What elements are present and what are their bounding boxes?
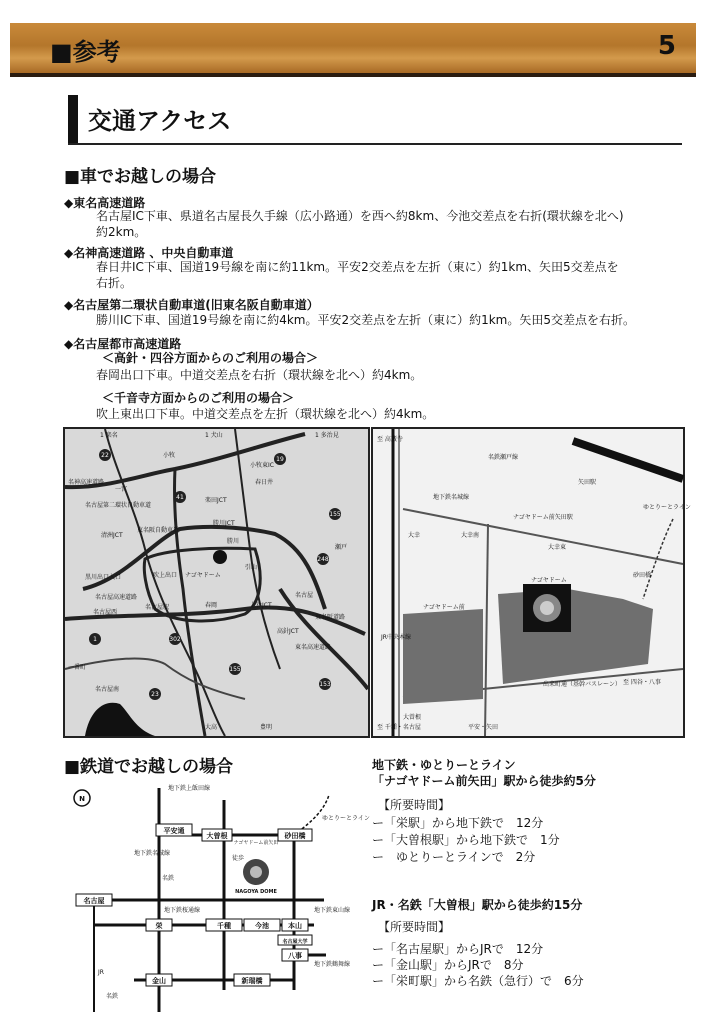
- map-label: JR中央本線: [381, 634, 411, 641]
- map-label: 1 楽名: [100, 432, 118, 439]
- map-label: ナゴヤドーム前: [423, 604, 465, 611]
- map-label: 名古屋高速道路: [95, 594, 138, 601]
- map-label: 上社JCT: [250, 602, 272, 609]
- rail-diagram: [64, 780, 370, 1012]
- map-label: 黒川出口入口: [85, 574, 122, 581]
- route-shield: 302: [169, 636, 181, 643]
- station-label: 新瑞橋: [241, 977, 263, 985]
- nagoya-dome-marker: [213, 550, 227, 564]
- route-toshi-name: ◆名古屋都市高速道路: [64, 337, 182, 351]
- map-label: 楽田JCT: [205, 497, 227, 504]
- map-label: 小牧: [163, 452, 176, 459]
- route-toshi-sub1-line: 春岡出口下車。中道交差点を右折（環状線を北へ）約4km。: [96, 368, 423, 382]
- route-tomei-name: ◆東名高速道路: [64, 196, 146, 210]
- station-label: 平安通: [163, 827, 185, 835]
- map-label: 名鉄瀬戸線: [488, 454, 519, 461]
- map-label: 1 犬山: [205, 432, 223, 439]
- station-label: 千種: [217, 922, 231, 930]
- line-label: 名鉄: [106, 993, 119, 1000]
- route-toshi-sub1-title: ＜高針・四谷方面からのご利用の場合＞: [102, 351, 319, 365]
- map-label: ゆとりーとライン: [643, 504, 691, 511]
- rail-group1-item: ー「栄駅」から地下鉄で 12分: [372, 816, 544, 830]
- title-accent-bar: [68, 95, 78, 143]
- station-label: 栄: [155, 922, 163, 930]
- map-label: 引山: [245, 564, 258, 571]
- map-label: 地下鉄名城線: [433, 494, 470, 501]
- route-shield: 1: [93, 636, 97, 643]
- section-banner: [10, 23, 696, 77]
- station-label: 本山: [288, 922, 302, 930]
- map-label: 春日井: [255, 479, 274, 486]
- line-label: 地下鉄東山線: [314, 907, 351, 914]
- map-label: 至 千種・名古屋: [377, 724, 421, 731]
- map-label: 一宮: [115, 486, 128, 493]
- regional-road-map: [63, 427, 370, 738]
- walk-label: 徒歩: [232, 855, 245, 862]
- map-label: 大曽根: [403, 714, 422, 721]
- map-label: ナゴヤドーム前矢田駅: [513, 514, 573, 521]
- rail-group2-item: ー「金山駅」からJRで 8分: [372, 958, 524, 972]
- line-label: 地下鉄桜通線: [164, 907, 201, 914]
- station-label: 大曽根: [206, 832, 228, 840]
- map-label: 名古屋: [295, 592, 314, 599]
- station-label: 金山: [152, 977, 166, 985]
- station-label: 今池: [255, 922, 269, 930]
- map-label: 大幸: [408, 532, 421, 539]
- map-label: 東名高速道路: [295, 644, 332, 651]
- dome-name: NAGOYA DOME: [235, 889, 277, 895]
- map-label: 勝川JCT: [213, 520, 235, 527]
- map-label: 小牧東IC: [250, 462, 274, 469]
- route-shield: 23: [151, 691, 159, 698]
- map-label: 豊明: [260, 724, 273, 731]
- route-meishin-line1: 春日井IC下車、国道19号線を南に約11km。平安2交差点を左折（東に）約1km、矢田5交差点を: [96, 260, 619, 274]
- local-area-map: [371, 427, 691, 738]
- map-label: 東名阪道路: [315, 614, 346, 621]
- station-label: 名古屋大学: [282, 939, 308, 945]
- rail-diagram-svg: [64, 780, 370, 1012]
- station-label: 砂田橋: [284, 832, 306, 840]
- rail-group1-time-label: 【所要時間】: [378, 798, 451, 812]
- line-label: 名鉄: [162, 875, 175, 882]
- page-number: 5: [657, 31, 676, 61]
- route-tomei-line2: 約2km。: [96, 225, 147, 239]
- line-label: JR: [98, 969, 104, 976]
- map-label: 名古屋駅: [145, 604, 170, 611]
- map-label: 名神高速道路: [68, 479, 105, 486]
- route-shield: 153: [319, 681, 331, 688]
- rail-group1-title: 地下鉄・ゆとりーとライン: [372, 758, 516, 772]
- route-shield: 41: [176, 494, 184, 501]
- map-label: 至 高蔵寺: [377, 436, 403, 443]
- section-label: ■参考: [50, 38, 121, 66]
- rail-group2-time-label: 【所要時間】: [378, 920, 451, 934]
- map-label: 出来町通（基幹バスレーン）: [543, 681, 621, 688]
- map-label: 名古屋第二環状自動車道: [85, 502, 152, 509]
- rail-group2-title: JR・名鉄「大曽根」駅から徒歩約15分: [372, 898, 583, 912]
- route-shield: 155: [329, 511, 341, 518]
- line-label: 地下鉄名城線: [134, 850, 171, 857]
- dome-station-label: ナゴヤドーム前矢田: [233, 840, 279, 846]
- regional-road-map-svg: [65, 429, 368, 736]
- route-meishin-name: ◆名神高速道路 、中央自動車道: [64, 246, 234, 260]
- map-label: ナゴヤドーム: [531, 577, 567, 584]
- route-tomei-line1: 名古屋IC下車、県道名古屋長久手線（広小路通）を西へ約8km、今池交差点を右折(環状線を北へ): [96, 209, 624, 223]
- page-title: 交通アクセス: [88, 107, 232, 135]
- map-label: 至 四谷・八事: [623, 679, 661, 686]
- route-nijikan-name: ◆名古屋第二環状自動車道(旧東名阪自動車道）: [64, 298, 319, 312]
- rail-group1-item: ー「大曽根駅」から地下鉄で 1分: [372, 833, 560, 847]
- rail-group2-item: ー「名古屋駅」からJRで 12分: [372, 942, 544, 956]
- map-label: 名古屋西: [93, 609, 118, 616]
- map-label: 一番町: [68, 664, 87, 671]
- map-label: 大幸南: [461, 532, 480, 539]
- page-title-block: [68, 95, 682, 145]
- map-label: ナゴヤドーム: [185, 572, 221, 579]
- station-label: 名古屋: [83, 897, 105, 905]
- line-label: 地下鉄鶴舞線: [314, 961, 351, 968]
- rail-group1-item: ー ゆとりーとラインで 2分: [372, 850, 536, 864]
- map-label: 大高: [205, 724, 218, 731]
- route-shield: 19: [276, 456, 284, 463]
- map-label: 矢田駅: [578, 479, 597, 486]
- route-nijikan-line1: 勝川IC下車、国道19号線を南に約4km。平安2交差点を左折（東に）約1km。矢田5交差点を右折。: [96, 313, 636, 327]
- map-label: 吹上出口: [153, 572, 178, 579]
- map-label: 砂田橋: [633, 572, 652, 579]
- station-label: 八事: [288, 952, 302, 960]
- block: [403, 609, 483, 704]
- route-shield: 248: [317, 556, 329, 563]
- route-shield: 22: [101, 452, 109, 459]
- route-toshi-sub2-line: 吹上東出口下車。中道交差点を左折（環状線を北へ）約4km。: [96, 407, 435, 421]
- map-label: 平安・矢田: [468, 724, 499, 731]
- map-label: 大幸東: [548, 544, 567, 551]
- map-label: 春岡: [205, 602, 218, 609]
- rail-heading: ■鉄道でお越しの場合: [64, 757, 234, 777]
- map-label: 東名阪自動車道: [137, 527, 180, 534]
- rail-group2-item: ー「栄町駅」から名鉄（急行）で 6分: [372, 974, 584, 988]
- line-label: 地下鉄上飯田線: [168, 785, 211, 792]
- line-label: ゆとりーとライン: [322, 815, 370, 822]
- map-label: 1 多治見: [315, 432, 339, 439]
- route-shield: 155: [229, 666, 241, 673]
- route-toshi-sub2-title: ＜千音寺方面からのご利用の場合＞: [102, 391, 295, 405]
- north-label: N: [79, 795, 85, 803]
- local-area-map-svg: [373, 429, 691, 736]
- map-label: 勝川: [227, 538, 240, 545]
- car-heading: ■車でお越しの場合: [64, 167, 217, 187]
- map-label: 清洲JCT: [101, 532, 123, 539]
- map-label: 瀬戸: [335, 544, 348, 551]
- rail-group1-subtitle: 「ナゴヤドーム前矢田」駅から徒歩約5分: [372, 774, 596, 788]
- route-meishin-line2: 右折。: [96, 276, 133, 290]
- map-label: 名古屋南: [95, 686, 120, 693]
- map-label: 高針JCT: [277, 628, 299, 635]
